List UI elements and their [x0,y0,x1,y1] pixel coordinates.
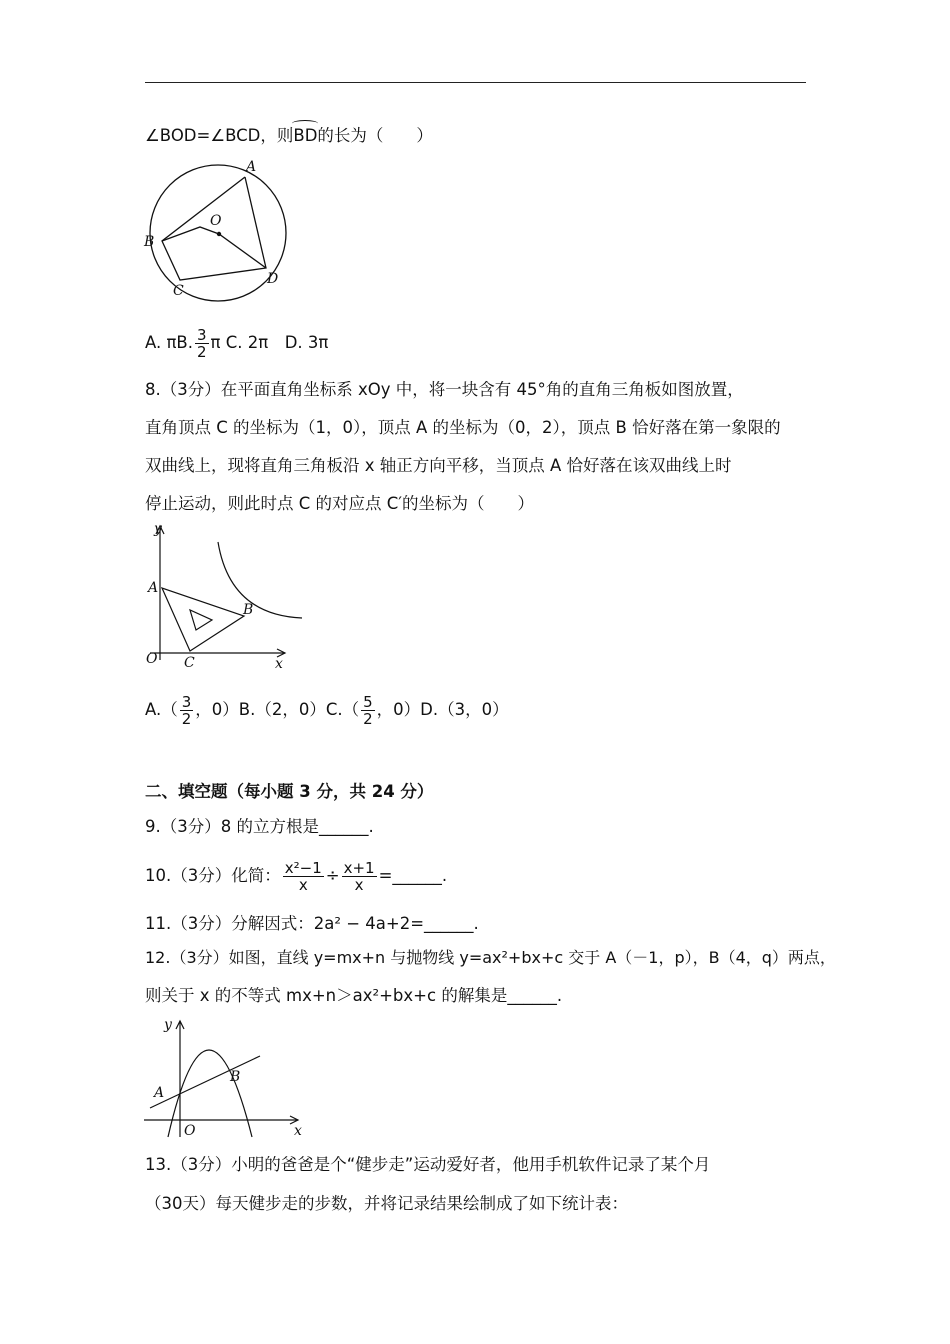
section-heading: 二、填空题（每小题 3 分，共 24 分） [145,782,434,801]
label-b: B [144,234,155,250]
label-c: C [173,283,184,299]
q7-stem: ∠BOD=∠BCD，则 BD的长为（ ） [145,124,433,148]
q13-line-1: 13.（3分）小明的爸爸是个“健步走”运动爱好者，他用手机软件记录了某个月 [145,1155,711,1174]
q8-line-2: 直角顶点 C 的坐标为（1，0），顶点 A 的坐标为（0，2），顶点 B 恰好落在第一象限的 [145,418,781,437]
q8-triangle-figure [140,520,310,670]
fraction: $\frac{3}{2}$ [197,326,207,361]
q11: 11.（3分）分解因式：2a² − 4a+2=______. [145,914,479,933]
q8-line-4: 停止运动，则此时点 C 的对应点 C′的坐标为（ ） [145,494,535,513]
label-a: A [148,580,159,596]
fraction: $\frac{x+1}{x}$ [343,859,375,894]
q9: 9.（3分）8 的立方根是______. [145,817,374,836]
q7-circle-figure [140,155,290,305]
label-c: C [184,655,195,670]
arc-bd: BD [293,124,317,148]
label-x: x [294,1123,302,1139]
q7-options: A. πB. $\frac{3}{2}$ π C. 2π D. 3π [145,326,329,361]
label-x: x [275,656,283,670]
label-o: O [184,1123,196,1139]
label-b: B [230,1069,241,1085]
label-y: y [164,1017,172,1033]
q8-line-1: 8.（3分）在平面直角坐标系 xOy 中，将一块含有 45°角的直角三角板如图放置， [145,380,744,399]
label-b: B [243,602,254,618]
label-d: D [267,271,279,287]
q10: 10.（3分）化简： $\frac{\text{x²−1}}{x}$ ÷ $\frac{x+1}{x}$ =______. [145,859,448,894]
label-a: A [154,1085,165,1101]
fraction: $\frac{5}{2}$ [363,693,373,728]
label-o: O [146,651,158,667]
q13-line-2: （30天）每天健步走的步数，并将记录结果绘制成了如下统计表： [145,1194,628,1213]
q8-line-3: 双曲线上，现将直角三角板沿 x 轴正方向平移，当顶点 A 恰好落在该双曲线上时 [145,456,732,475]
header-rule [145,82,806,83]
label-y: y [154,521,162,537]
fraction: $\frac{\text{x²−1}}{x}$ [284,859,322,894]
q12-line-1: 12.（3分）如图，直线 y=mx+n 与抛物线 y=ax²+bx+c 交于 A（－1，p），B（4，q）两点， [145,948,836,967]
q12-line-2: 则关于 x 的不等式 mx+n＞ax²+bx+c 的解集是______. [145,986,563,1005]
label-a: A [246,159,257,175]
label-o: O [210,213,222,229]
q12-parabola-figure [140,1013,310,1140]
q8-options: A.（ $\frac{3}{2}$ ，0）B.（2，0）C.（ $\frac{5}{2}$ ，0）D.（3，0） [145,693,509,728]
fraction: $\frac{3}{2}$ [181,693,192,728]
